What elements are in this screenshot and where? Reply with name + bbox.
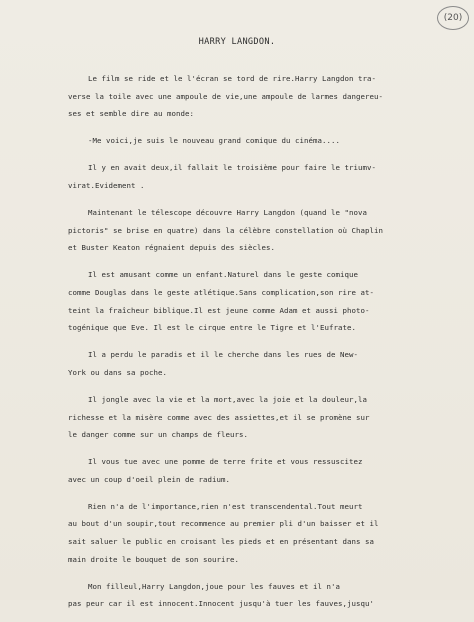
paragraph	[68, 578, 464, 613]
body-text	[68, 70, 464, 622]
text-line: verse la toile avec une ampoule de vie,une ampoule de larmes dangereu-	[68, 91, 383, 101]
text-line: Il y en avait deux,il fallait le troisième pour faire le triumv-	[88, 163, 376, 173]
text-line: comme Douglas dans le geste atlétique.Sans complication,son rire at-	[68, 287, 374, 297]
text-line: le danger comme sur un champs de fleurs.	[68, 430, 248, 440]
text-line: pictoris" se brise en quatre) dans la célèbre constellation où Chaplin	[68, 225, 383, 235]
text-line: richesse et la misère comme avec des assiettes,et il se promène sur	[68, 412, 370, 422]
paragraph	[68, 346, 464, 381]
text-line: Rien n'a de l'importance,rien n'est transcendental.Tout meurt	[88, 501, 363, 511]
paragraph	[68, 204, 464, 257]
paragraph	[68, 266, 464, 336]
text-line: Mon filleul,Harry Langdon,joue pour les fauves et il n'a	[88, 581, 340, 591]
text-line: Il vous tue avec une pomme de terre frite et vous ressuscitez	[88, 457, 363, 467]
paragraph	[68, 70, 464, 123]
paragraph	[68, 498, 464, 568]
text-line: sait saluer le public en croisant les pieds et en présentant dans sa	[68, 537, 374, 547]
paragraph	[68, 132, 464, 150]
paragraph	[68, 453, 464, 488]
text-line: ses et semble dire au monde:	[68, 109, 194, 119]
text-line: teint la fraîcheur biblique.Il est jeune comme Adam et aussi photo-	[68, 305, 370, 315]
text-line: et Buster Keaton régnaient depuis des siècles.	[68, 243, 275, 253]
text-line: main droite le bouquet de son sourire.	[68, 554, 239, 564]
text-line: York ou dans sa poche.	[68, 367, 167, 377]
text-line: avec un coup d'oeil plein de radium.	[68, 474, 230, 484]
text-line: virat.Evidement .	[68, 180, 145, 190]
text-line: Maintenant le télescope découvre Harry Langdon (quand le "nova	[88, 208, 367, 218]
text-line: Il a perdu le paradis et il le cherche dans les rues de New-	[88, 350, 358, 360]
page-title: HARRY LANGDON.	[198, 37, 276, 47]
paragraph	[68, 159, 464, 194]
text-line: pas peur car il est innocent.Innocent jusqu'à tuer les fauves,jusqu'	[68, 599, 374, 609]
page-number: (20)	[437, 6, 469, 30]
text-line: Il est amusant comme un enfant.Naturel dans le geste comique	[88, 270, 358, 280]
text-line: au bout d'un soupir,tout recommence au premier pli d'un baisser et il	[68, 519, 379, 529]
text-line: -Me voici,je suis le nouveau grand comique du cinéma....	[88, 136, 340, 146]
paragraph	[68, 391, 464, 444]
text-line: Le film se ride et le l'écran se tord de rire.Harry Langdon tra-	[88, 74, 376, 83]
text-line: Il jongle avec la vie et la mort,avec la joie et la douleur,la	[88, 394, 367, 404]
text-line: togénique que Eve. Il est le cirque entre le Tigre et l'Eufrate.	[68, 323, 356, 333]
